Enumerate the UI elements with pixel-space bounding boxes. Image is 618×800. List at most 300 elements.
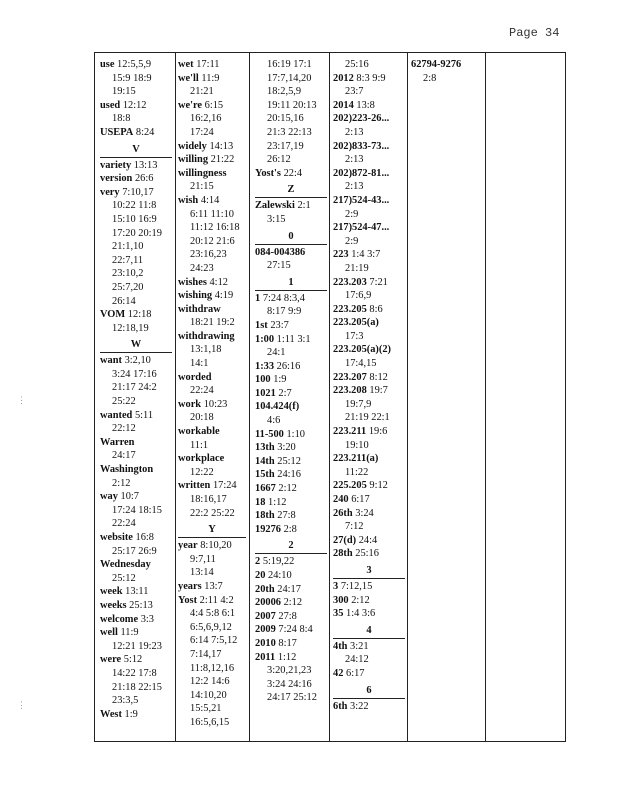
index-reference: 7:24 8:4 [278, 624, 313, 636]
index-reference: 1:9 [273, 374, 287, 386]
index-entry [333, 316, 405, 330]
index-column-3 [255, 58, 327, 705]
index-reference-continued: 18:2,5,9 [267, 86, 302, 98]
index-reference-continued: 22:7,11 [112, 254, 144, 266]
index-term: work [178, 398, 202, 410]
index-term: willing [178, 154, 209, 166]
index-reference-continued: 20:18 [190, 412, 214, 424]
index-reference: 1:11 3:1 [276, 333, 311, 345]
index-reference-continued: 17:6,9 [345, 290, 372, 302]
index-reference: 21:22 [210, 154, 235, 166]
index-term: 1667 [255, 483, 276, 495]
index-column-2 [178, 58, 246, 730]
index-term: Wednesday [100, 559, 151, 571]
index-reference: 27:8 [278, 610, 297, 622]
index-entry [255, 482, 327, 496]
index-entry [178, 425, 246, 439]
index-entry [333, 343, 405, 357]
index-entry [178, 303, 246, 317]
index-reference-continued: 15:5,21 [190, 703, 222, 715]
index-entry [100, 308, 172, 322]
index-reference-continued: 19:11 20:13 [267, 99, 317, 111]
index-term: 2011 [255, 651, 276, 663]
index-entry [333, 221, 405, 235]
index-reference: 8:24 [135, 126, 155, 138]
index-reference: 25:12 [277, 455, 301, 467]
index-term: 1:00 [255, 333, 275, 345]
index-reference: 7:21 [369, 276, 388, 288]
index-reference-continued: 4:4 5:8 6:1 [190, 608, 236, 620]
index-entry [100, 354, 172, 368]
index-entry [255, 623, 327, 637]
index-reference: 24:17 [277, 583, 301, 595]
index-entry [100, 58, 172, 72]
index-reference-continued: 24:12 [345, 654, 369, 666]
index-reference-continued: 17:4,15 [345, 358, 377, 370]
index-entry [178, 371, 246, 385]
section-rule [100, 352, 172, 353]
margin-mark: ⋮ [17, 395, 26, 405]
index-reference-continued: 19:10 [345, 439, 369, 451]
index-term: wet [178, 59, 194, 70]
index-term: 223.205(a)(2) [333, 344, 392, 356]
index-reference: 13:8 [356, 99, 375, 111]
index-term: 223.205 [333, 303, 367, 315]
index-entry [100, 463, 172, 477]
section-letter-header [333, 564, 405, 578]
index-reference: 11:9 [201, 72, 220, 84]
index-term: 2007 [255, 610, 276, 622]
section-letter: 2 [288, 540, 294, 552]
index-reference-continued: 27:15 [267, 260, 291, 272]
index-entry [255, 523, 327, 537]
index-reference: 3:21 [350, 640, 369, 652]
index-term: 223.207 [333, 371, 367, 383]
section-rule [333, 698, 405, 699]
index-reference: 26:16 [276, 360, 301, 372]
index-entry [100, 626, 172, 640]
index-term: 225.205 [333, 480, 367, 492]
index-entry [255, 509, 327, 523]
index-term: 18 [255, 496, 266, 508]
index-reference-continued: 23:10,2 [112, 268, 144, 280]
index-term: Yost [178, 594, 198, 606]
index-term: weeks [100, 599, 127, 611]
index-reference-continued: 14:10,20 [190, 689, 227, 701]
index-entry [333, 607, 405, 621]
index-reference-continued: 25:17 26:9 [112, 545, 157, 557]
index-entry [333, 194, 405, 208]
index-term: 4th [333, 640, 348, 652]
index-reference-continued: 18:8 [112, 113, 131, 125]
index-entry [100, 599, 172, 613]
index-term: 11-500 [255, 428, 284, 440]
index-entry [333, 140, 405, 154]
index-entry [333, 667, 405, 681]
index-term: Washington [100, 464, 154, 476]
index-reference: 8:17 [278, 637, 297, 649]
index-reference-continued: 23:17,19 [267, 140, 304, 152]
index-column-1 [100, 58, 172, 721]
index-reference: 6:17 [351, 494, 370, 505]
index-entry [178, 153, 246, 167]
index-reference-continued: 12:2 14:6 [190, 676, 230, 688]
index-term: widely [178, 140, 207, 152]
index-reference-continued: 21:18 22:15 [112, 681, 162, 693]
index-term: 20th [255, 583, 275, 595]
index-term: years [178, 580, 202, 592]
index-entry [255, 610, 327, 624]
section-letter: W [130, 339, 142, 351]
index-term: well [100, 627, 118, 639]
index-term: 1:33 [255, 360, 275, 372]
index-reference-continued: 22:12 [112, 423, 136, 435]
index-entry [255, 333, 327, 347]
index-reference-continued: 17:24 18:15 [112, 504, 162, 516]
index-entry [100, 490, 172, 504]
index-entry [178, 72, 246, 86]
index-reference: 14:13 [209, 140, 234, 152]
index-entry [178, 194, 246, 208]
index-term: we'll [178, 72, 199, 84]
index-reference-continued: 17:24 [190, 126, 214, 138]
index-reference: 8:12 [369, 371, 388, 383]
index-term: very [100, 186, 120, 198]
index-term: 27(d) [333, 534, 357, 546]
index-entry [333, 112, 405, 126]
index-entry [333, 700, 405, 714]
index-reference-continued: 19:7,9 [345, 398, 372, 410]
index-term: workable [178, 426, 220, 438]
index-reference-continued: 25:16 [345, 59, 369, 70]
index-term: 20 [255, 570, 266, 581]
index-reference: 7:24 8:3,4 [262, 292, 305, 304]
index-term: 1 [255, 292, 261, 304]
index-reference-continued: 11:1 [190, 439, 209, 451]
index-entry [100, 409, 172, 423]
index-term: used [100, 99, 121, 111]
index-reference-continued: 8:17 9:9 [267, 306, 302, 318]
section-letter: 1 [288, 276, 294, 288]
index-term: 13th [255, 442, 275, 454]
index-reference-continued: 16:19 17:1 [267, 59, 312, 70]
index-reference: 24:16 [277, 469, 301, 481]
index-reference: 5:19,22 [262, 556, 295, 568]
index-entry [333, 479, 405, 493]
index-entry [255, 319, 327, 333]
index-entry [333, 425, 405, 439]
index-reference-continued: 21:21 [190, 86, 214, 98]
index-reference-continued: 22:24 [190, 385, 214, 397]
index-term: 18th [255, 510, 275, 522]
section-letter-header [100, 143, 172, 157]
index-reference: 13:13 [133, 159, 158, 171]
index-term: 223.211(a) [333, 453, 379, 465]
index-reference-continued: 17:3 [345, 330, 364, 342]
index-term: were [100, 654, 122, 666]
index-reference-continued: 7:12 [345, 521, 364, 533]
index-reference-continued: 22:2 25:22 [190, 507, 235, 519]
index-entry [100, 585, 172, 599]
index-entry [100, 613, 172, 627]
index-term: 240 [333, 494, 349, 505]
index-reference-continued: 13:14 [190, 567, 214, 579]
index-reference-continued: 25:22 [112, 396, 136, 408]
index-reference: 13:11 [125, 586, 149, 598]
index-term: 2009 [255, 624, 276, 636]
index-reference-continued: 19:15 [112, 86, 136, 98]
column-divider [407, 53, 408, 741]
index-term: wish [178, 194, 199, 206]
section-rule [255, 197, 327, 198]
index-reference: 6:15 [204, 99, 224, 111]
index-entry [255, 167, 327, 181]
index-reference: 12:5,5,9 [117, 59, 152, 70]
index-term: 62794-9276 [411, 59, 462, 70]
index-reference-continued: 9:7,11 [190, 553, 216, 565]
index-reference: 3:22 [350, 700, 369, 712]
index-term: withdraw [178, 303, 221, 315]
index-entry [255, 455, 327, 469]
index-reference-continued: 11:12 16:18 [190, 222, 240, 234]
index-reference-continued: 2:9 [345, 235, 359, 247]
index-entry [255, 373, 327, 387]
index-term: workplace [178, 453, 225, 465]
index-reference-continued: 21:1,10 [112, 241, 144, 253]
index-reference: 23:7 [270, 319, 289, 331]
index-reference: 17:24 [212, 480, 237, 492]
index-term: wanted [100, 409, 133, 421]
index-reference: 11:9 [120, 627, 139, 639]
index-entry [178, 289, 246, 303]
index-reference-continued: 15:10 16:9 [112, 213, 157, 225]
index-entry [255, 246, 327, 260]
index-reference-continued: 13:1,18 [190, 344, 222, 356]
section-rule [100, 157, 172, 158]
index-reference-continued: 15:9 18:9 [112, 72, 152, 84]
index-entry [333, 534, 405, 548]
index-reference-continued: 16:2,16 [190, 113, 222, 125]
index-term: 14th [255, 455, 275, 467]
index-reference-continued: 23:16,23 [190, 249, 227, 261]
index-entry [333, 303, 405, 317]
margin-mark: ⋮ [17, 700, 26, 710]
index-reference-continued: 7:14,17 [190, 648, 222, 660]
index-entry [100, 172, 172, 186]
index-reference: 2:11 4:2 [199, 594, 234, 606]
index-reference-continued: 14:1 [190, 358, 209, 370]
index-term: week [100, 586, 123, 598]
index-entry [333, 547, 405, 561]
index-reference: 2:12 [351, 594, 370, 606]
index-reference: 10:7 [120, 491, 139, 503]
index-term: West [100, 708, 122, 720]
index-reference-continued: 17:20 20:19 [112, 227, 162, 239]
index-reference: 8:10,20 [200, 540, 232, 552]
index-reference-continued: 23:3,5 [112, 695, 139, 707]
index-entry [255, 360, 327, 374]
section-letter: 4 [366, 624, 372, 636]
column-divider [249, 53, 250, 741]
index-reference-continued: 17:7,14,20 [267, 72, 312, 84]
index-entry [178, 452, 246, 466]
index-reference-continued: 12:22 [190, 466, 214, 478]
section-letter: 0 [288, 230, 294, 242]
index-reference-continued: 18:21 19:2 [190, 317, 235, 329]
index-term: 35 [333, 608, 344, 620]
index-reference: 12:12 [122, 99, 147, 111]
index-entry [333, 276, 405, 290]
index-entry [178, 167, 246, 181]
index-reference-continued: 18:16,17 [190, 494, 227, 505]
index-term: version [100, 173, 133, 185]
index-entry [255, 637, 327, 651]
section-rule [255, 553, 327, 554]
index-term: 223.208 [333, 385, 367, 397]
section-letter-header [178, 523, 246, 537]
index-term: USEPA [100, 126, 134, 138]
index-term: 223.205(a) [333, 317, 379, 329]
index-reference: 19:6 [368, 426, 388, 438]
index-reference-continued: 2:8 [423, 72, 437, 84]
index-entry [178, 398, 246, 412]
index-reference-continued: 20:12 21:6 [190, 235, 235, 247]
index-reference: 2:12 [278, 483, 297, 495]
index-reference: 12:18 [127, 309, 152, 321]
index-term: variety [100, 159, 132, 171]
index-entry [255, 569, 327, 583]
index-term: 1021 [255, 387, 276, 399]
index-reference-continued: 21:17 24:2 [112, 382, 157, 394]
index-entry [100, 159, 172, 173]
index-term: worded [178, 371, 212, 383]
index-reference-continued: 21:3 22:13 [267, 126, 312, 138]
index-entry [333, 167, 405, 181]
section-letter-header [255, 183, 327, 197]
section-letter-header [100, 338, 172, 352]
index-reference-continued: 11:22 [345, 466, 369, 478]
index-reference-continued: 25:7,20 [112, 281, 144, 293]
index-reference-continued: 2:9 [345, 208, 359, 220]
index-entry [255, 428, 327, 442]
index-reference: 1:4 3:6 [346, 608, 376, 620]
index-term: 300 [333, 594, 349, 606]
index-term: 104.424(f) [255, 401, 300, 413]
section-letter: Z [287, 184, 295, 196]
index-reference-continued: 14:22 17:8 [112, 667, 157, 679]
index-reference-continued: 10:22 11:8 [112, 200, 157, 212]
index-entry [100, 186, 172, 200]
index-reference-continued: 24:23 [190, 262, 214, 274]
index-reference: 1:10 [286, 428, 305, 440]
index-term: 217)524-47... [333, 222, 390, 234]
index-entry [178, 479, 246, 493]
section-letter: Y [208, 524, 216, 536]
index-term: 42 [333, 667, 344, 679]
index-entry [178, 58, 246, 72]
index-reference-continued: 4:6 [267, 415, 281, 427]
index-entry [100, 653, 172, 667]
index-reference-continued: 16:5,6,15 [190, 716, 230, 728]
index-entry [333, 640, 405, 654]
index-term: 223.203 [333, 276, 367, 288]
index-column-5 [411, 58, 483, 85]
index-reference-continued: 22:24 [112, 518, 136, 530]
index-reference-continued: 6:5,6,9,12 [190, 621, 232, 633]
index-entry [255, 583, 327, 597]
index-term: welcome [100, 613, 139, 625]
index-reference: 10:23 [203, 398, 228, 410]
index-reference: 2:7 [278, 387, 292, 399]
index-entry [333, 384, 405, 398]
index-reference: 3:2,10 [124, 355, 151, 367]
index-entry [255, 468, 327, 482]
index-reference: 8:3 9:9 [356, 72, 386, 84]
index-reference-continued: 23:7 [345, 86, 364, 98]
index-term: 28th [333, 548, 353, 560]
index-term: written [178, 480, 211, 492]
index-reference: 9:12 [369, 480, 388, 492]
index-entry [333, 594, 405, 608]
index-reference: 17:11 [196, 59, 220, 70]
index-reference: 24:4 [358, 534, 378, 546]
index-term: willingness [178, 167, 227, 179]
index-column-4 [333, 58, 405, 713]
index-term: 100 [255, 374, 271, 386]
index-reference: 25:16 [355, 548, 379, 560]
index-reference-continued: 2:13 [345, 154, 364, 166]
index-reference-continued: 25:12 [112, 572, 136, 584]
index-term: VOM [100, 309, 126, 321]
index-entry [100, 436, 172, 450]
index-term: 084-004386 [255, 246, 306, 258]
section-rule [333, 578, 405, 579]
index-entry [178, 99, 246, 113]
index-reference: 8:6 [369, 303, 383, 315]
index-reference: 6:17 [346, 667, 365, 679]
index-reference: 5:12 [123, 654, 143, 666]
index-reference: 2:1 [297, 200, 311, 212]
index-entry [100, 126, 172, 140]
index-entry [333, 248, 405, 262]
index-reference: 25:13 [129, 599, 153, 611]
index-term: way [100, 491, 118, 503]
index-entry [255, 651, 327, 665]
index-term: 19276 [255, 523, 281, 535]
index-reference: 1:12 [277, 651, 297, 663]
column-divider [175, 53, 176, 741]
index-reference-continued: 12:18,19 [112, 322, 149, 334]
index-reference-continued: 26:14 [112, 295, 136, 307]
index-reference: 7:10,17 [122, 186, 154, 198]
index-reference: 3:20 [277, 442, 296, 454]
index-term: 202)223-26... [333, 113, 390, 125]
index-term: 20006 [255, 597, 281, 609]
index-reference-continued: 3:15 [267, 213, 286, 225]
index-term: 3 [333, 580, 339, 592]
index-term: want [100, 355, 122, 367]
section-rule [255, 244, 327, 245]
index-term: 223.211 [333, 426, 367, 438]
index-reference: 27:8 [277, 510, 296, 522]
section-rule [333, 638, 405, 639]
index-term: 15th [255, 469, 275, 481]
index-term: use [100, 59, 115, 70]
index-entry [100, 708, 172, 722]
index-entry [333, 507, 405, 521]
index-term: Zalewski [255, 200, 295, 212]
index-term: Yost's [255, 167, 281, 179]
